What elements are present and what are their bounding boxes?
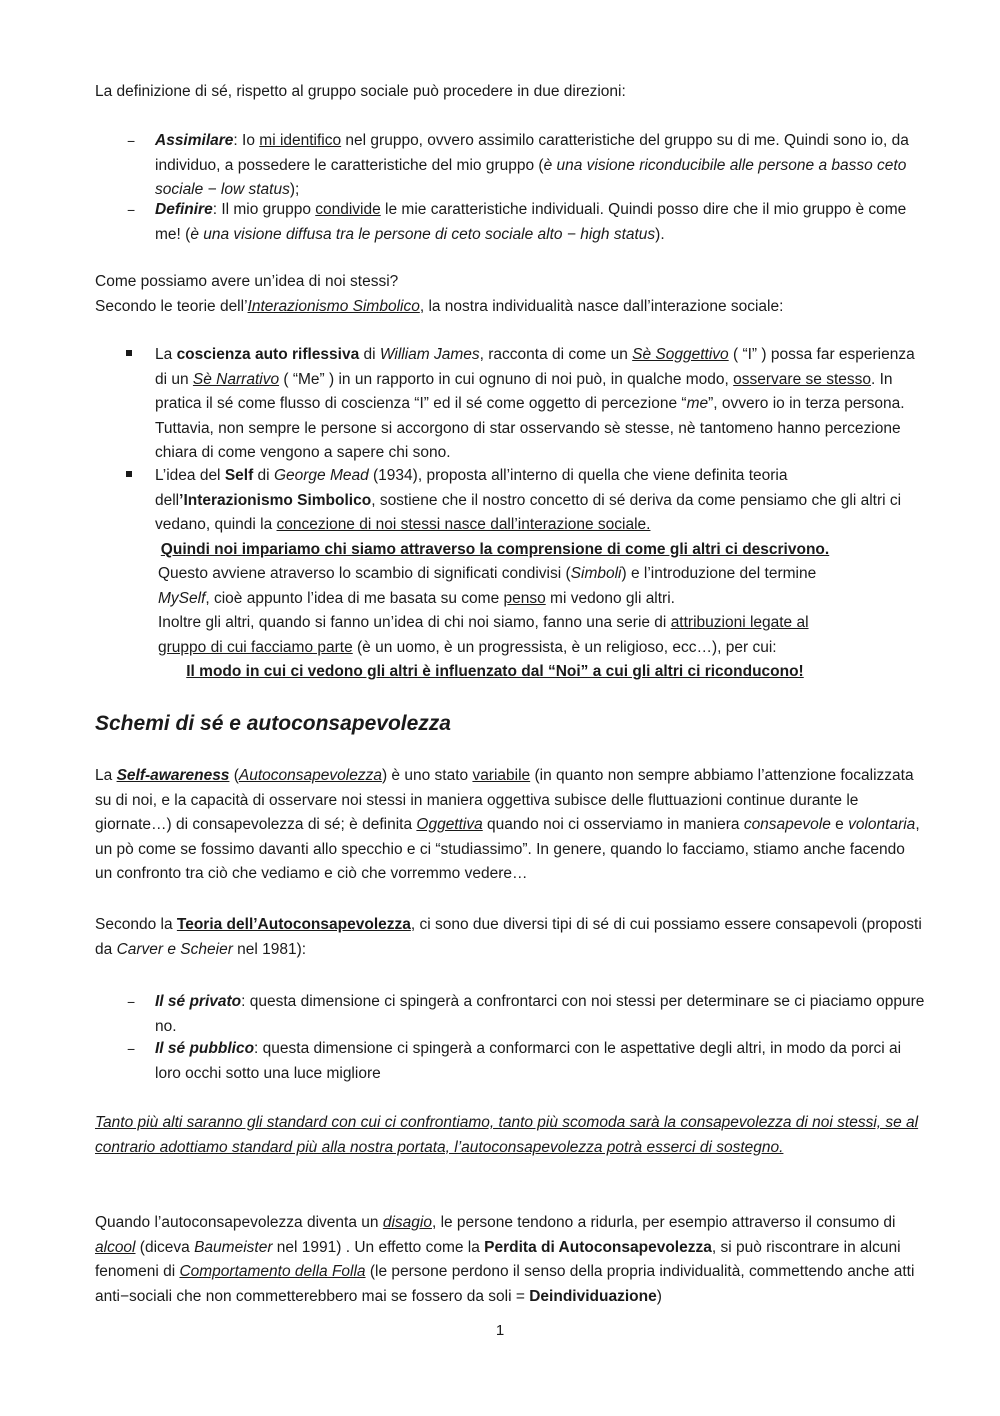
direction-assimilare: Assimilare: Io mi identifico nel gruppo, ovvero assimilo caratteristiche del gruppo su di me. Quindi sono io, da individuo, a possedere le caratteristiche del mio gruppo (è una visione riconducibile alle persone a basso ceto sociale − low status); [155,132,909,198]
dash-bullet: − [127,202,136,218]
direction-definire: Definire: Il mio gruppo condivide le mie caratteristiche individuali. Quindi posso dire che il mio gruppo è come me! (è una visione diffusa tra le persone di ceto sociale alto − high status). [155,201,907,243]
theory-paragraph: Secondo la Teoria dell’Autoconsapevolezza, ci sono due diversi tipi di sé di cui possiamo essere consapevoli (proposti da Carver e Scheier nel 1981): [95,916,922,958]
public-self-item: Il sé pubblico: questa dimensione ci spingerà a conformarci con le aspettative degli altri, in modo da porci ai loro occhi sotto una luce migliore [155,1040,902,1082]
intro-paragraph: La definizione di sé, rispetto al gruppo sociale può procedere in due direzioni: [95,83,626,100]
emphasis-statement: Il modo in cui ci vedono gli altri è influenzato dal “Noi” a cui gli altri ci riconducono! [186,663,804,680]
discomfort-paragraph: Quando l’autoconsapevolezza diventa un disagio, le persone tendono a ridurla, per esempio attraverso il consumo di alcool (diceva Baumeister nel 1991) . Un effetto come la Perdita di Autoconsapevolezza, si può riscontrare in alcuni fenomeni di Comportamento della Folla (le persone perdono il senso della propria individualità, commettendo anche atti anti−sociali che non commetterebbero mai se fossero da soli = Deindividuazione) [95,1214,915,1305]
emphasis-statement: Quindi noi impariamo chi siamo attraverso la comprensione di come gli altri ci descrivono. [160,541,830,558]
standards-paragraph: Tanto più alti saranno gli standard con cui ci confrontiamo, tanto più scomoda sarà la consapevolezza di noi stessi, se al contrario adottiamo standard più alla nostra portata, l’autoconsapevolezza potrà esserci di sostegno. [95,1114,919,1156]
dash-bullet: − [127,994,136,1010]
square-bullet [126,471,132,477]
self-awareness-paragraph: La Self-awareness (Autoconsapevolezza) è uno stato variabile (in quanto non sempre abbiamo l’attenzione focalizzata su di noi, e la capacità di osservare noi stessi in maniera oggettiva subisce delle fluttuazioni continue durante le giornate…) di consapevolezza di sé; è definita Oggettiva quando noi ci osserviamo in maniera consapevole e volontaria, un pò come se fossimo davanti allo specchio e ci “studiassimo”. In genere, quando lo facciamo, stiamo anche facendo un confronto tra ciò che vediamo e ciò che vorremmo vedere… [95,767,920,882]
dash-bullet: − [127,133,136,149]
term: Assimilare [155,132,234,149]
mead-paragraph: L’idea del Self di George Mead (1934), proposta all’interno di quella che viene definita teoria dell’Interazionismo Simbolico, sostiene che il nostro concetto di sé deriva da come pensiamo che gli altri ci vedano, quindi la concezione di noi stessi nasce dall’interazione sociale. [155,467,902,533]
term: Definire [155,201,213,218]
square-bullet [126,350,132,356]
attributions-paragraph: Inoltre gli altri, quando si fanno un’idea di chi noi siamo, fanno una serie di attribuzioni legate al gruppo di cui facciamo parte (è un uomo, è un progressista, è un religioso, ecc…), per cui: [158,614,809,656]
symbols-paragraph: Questo avviene atraverso lo scambio di significati condivisi (Simboli) e l’introduzione del termine MySelf, cioè appunto l’idea di me basata su come penso mi vedono gli altri. [158,565,817,607]
section-heading: Schemi di sé e autoconsapevolezza [95,712,451,735]
private-self-item: Il sé privato: questa dimensione ci spingerà a confrontarci con noi stessi per determinare se ci piaciamo oppure no. [155,993,925,1035]
dash-bullet: − [127,1041,136,1057]
page-number: 1 [495,1322,505,1339]
james-paragraph: La coscienza auto riflessiva di William James, racconta di come un Sè Soggettivo ( “I” ) possa far esperienza di un Sè Narrativo ( “Me” ) in un rapporto in cui ognuno di noi può, in qualche modo, osservare se stesso. In pratica il sé come flusso di coscienza “I” ed il sé come oggetto di percezione “me”, ovvero io in terza persona. Tuttavia, non sempre le persone si accorgono di star osservando sè stesse, nè tantomeno hanno percezione chiara di come vengono a sapere chi sono. [155,346,915,461]
question-paragraph: Come possiamo avere un’idea di noi stessi? Secondo le teorie dell’Interazionismo Simbolico, la nostra individualità nasce dall’interazione sociale: [95,273,784,315]
